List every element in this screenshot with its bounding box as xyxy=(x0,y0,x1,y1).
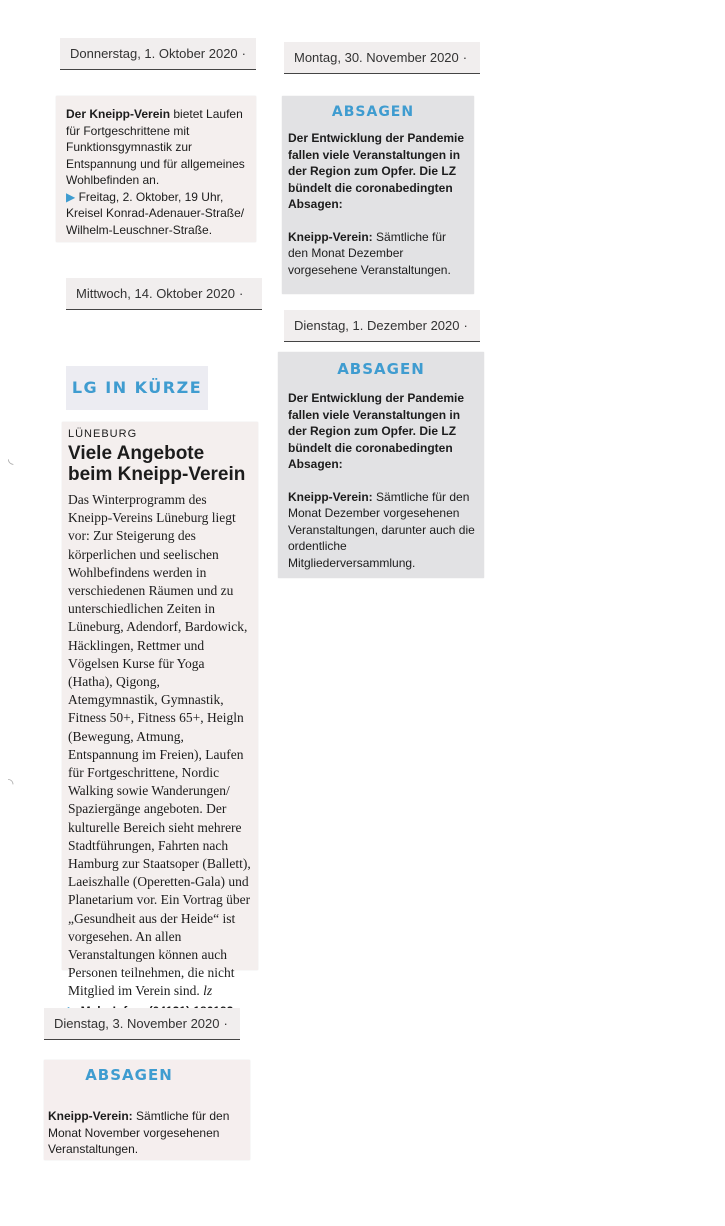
clip5-org: Kneipp-Verein: xyxy=(288,489,373,504)
clip5-article xyxy=(278,352,484,578)
clip3-article xyxy=(44,1060,250,1160)
clip5-intro: Der Entwicklung der Pandemie fallen viele Veranstaltungen in der Region zum Opfer. Die LZ bündelt die coronabedingten Absagen: xyxy=(288,391,465,471)
lg-in-kuerze-badge: LG IN KÜRZE xyxy=(66,366,208,410)
clip4-org: Kneipp-Verein: xyxy=(288,229,373,244)
clip3-badge: ABSAGEN xyxy=(85,1066,173,1084)
clip1-info: Freitag, 2. Oktober, 19 Uhr, Kreisel Konrad-Adenauer-Straße/ Wilhelm-Leuschner-Straße. xyxy=(66,189,245,237)
clip4-badge: ABSAGEN xyxy=(331,104,415,120)
clip5-date: Dienstag, 1. Dezember 2020 · xyxy=(284,310,480,342)
clip4-date: Montag, 30. November 2020 · xyxy=(284,42,480,74)
clip3-date: Dienstag, 3. November 2020 · xyxy=(44,1008,240,1040)
clip2-article xyxy=(62,422,258,999)
punch-hole-mark: ◝ xyxy=(8,775,14,791)
clip1-date: Donnerstag, 1. Oktober 2020 · xyxy=(60,38,256,70)
clip1-body: bietet Laufen für Fortgeschrittene mit Funktionsgymnastik zur Entspannung und für allgemeines Wohlbefinden an. xyxy=(66,107,245,187)
arrow-icon: ▶ xyxy=(66,189,76,204)
clip4-body: Sämtliche für den Monat Dezember vorgesehene Veranstaltungen. xyxy=(288,229,451,277)
clip5-badge: ABSAGEN xyxy=(337,360,425,378)
clip2-body: Das Winterprogramm des Kneipp-Vereins Lüneburg liegt vor: Zur Steigerung des körperlichen und seelischen Wohlbefindens werden in verschiedenen Räumen und zu unterschiedlichen Zeiten in Lüneburg, Adendorf, Bardowick, Häcklingen, Rettmer und Vögelsen Kurse für Yoga (Hatha), Qigong, Atemgymnastik, Gymnastik, Fitness 50+, Fitness 65+, Heigln (Bewegung, Atmung, Entspannung im Freien), Laufen für Fortgeschrittene, Nordic Walking sowie Wanderungen/ Spaziergänge angeboten. Der kulturelle Bereich sieht mehrere Stadtführungen, Fahrten nach Hamburg zur Staatsoper (Ballett), Laeiszhalle (Operetten-Gala) und Planetarium vor. Ein Vortrag über „Gesundheit aus der Heide“ ist vorgesehen. An allen Veranstaltungen können auch Personen teilnehmen, die nicht Mitglied im Verein sind. xyxy=(68,492,251,999)
clip4-article xyxy=(282,96,474,294)
clip2-topic: LÜNEBURG xyxy=(68,428,138,440)
clip3-body: Sämtliche für den Monat November vorgesehenen Veranstaltungen. xyxy=(48,1109,230,1156)
clip3-org: Kneipp-Verein: xyxy=(48,1109,133,1123)
punch-hole-mark: ◟ xyxy=(8,450,14,466)
clip1-org: Der Kneipp-Verein xyxy=(66,107,171,121)
clip4-intro: Der Entwicklung der Pandemie fallen viele Veranstaltungen in der Region zum Opfer. Die LZ bündelt die coronabedingten Absagen: xyxy=(288,131,465,211)
clip5-body: Sämtliche für den Monat Dezember vorgesehenen Veranstaltungen, darunter auch die ordentliche Mitgliederversammlung. xyxy=(288,489,475,570)
clip1-article xyxy=(56,96,256,242)
clip2-date: Mittwoch, 14. Oktober 2020 · xyxy=(66,278,262,310)
clip2-headline: Viele Angebote beim Kneipp-Verein xyxy=(68,443,246,485)
clip2-byline: lz xyxy=(203,983,213,999)
